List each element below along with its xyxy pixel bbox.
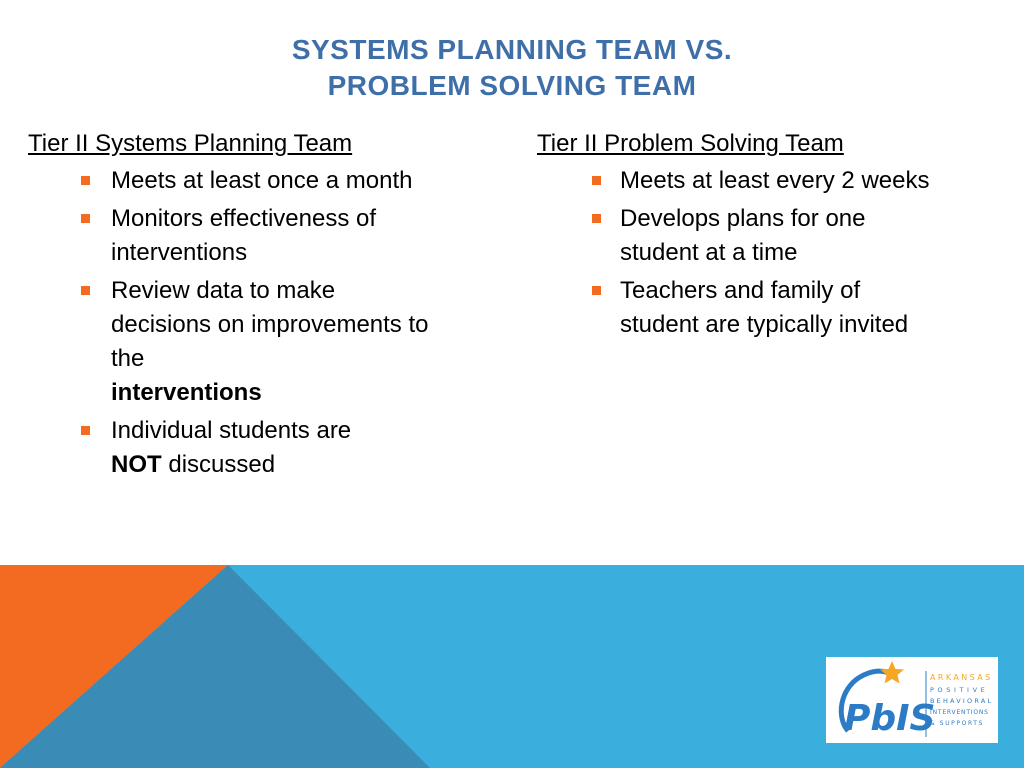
bullet-square-icon <box>81 426 90 435</box>
slide-title <box>0 32 1024 104</box>
logo-tagline-2: POSITIVE <box>930 686 989 694</box>
logo-tagline-3: BEHAVIORAL <box>930 697 994 705</box>
pbis-logo <box>826 657 998 743</box>
logo-tagline-5: & SUPPORTS <box>930 720 984 727</box>
bullet-text: Individual students are <box>111 417 352 444</box>
pbis-logo-mark <box>826 657 998 743</box>
right-bullet-list <box>537 164 957 342</box>
bullet-square-icon <box>592 214 601 223</box>
list-item <box>28 164 441 198</box>
bullet-text: Meets at least once a month <box>111 167 413 194</box>
bullet-square-icon <box>592 286 601 295</box>
list-item <box>537 164 940 198</box>
bullet-emphasis: interventions <box>111 379 262 406</box>
list-item <box>537 202 940 270</box>
bullet-text: Develops plans for one student at a time <box>620 205 866 266</box>
left-column-heading: Tier II Systems Planning Team <box>28 130 353 157</box>
list-item <box>28 202 441 270</box>
bullet-square-icon <box>592 176 601 185</box>
bullet-emphasis: NOT <box>111 451 162 478</box>
bullet-square-icon <box>81 286 90 295</box>
logo-tagline-1: ARKANSAS <box>930 673 993 682</box>
bullet-square-icon <box>81 176 90 185</box>
slide-title-line-1: SYSTEMS PLANNING TEAM VS. <box>291 34 733 65</box>
slide-title-line-2: PROBLEM SOLVING TEAM <box>327 70 697 101</box>
logo-wordmark: PbIS <box>844 698 936 739</box>
right-column <box>537 128 957 346</box>
bullet-text-after: discussed <box>161 451 276 478</box>
bullet-text: Meets at least every 2 weeks <box>620 167 930 194</box>
star-icon <box>880 661 904 684</box>
logo-tagline-4: INTERVENTIONS <box>930 709 989 716</box>
bullet-text: Teachers and family of student are typically invited <box>620 277 909 338</box>
left-column <box>28 128 448 486</box>
list-item <box>28 274 441 410</box>
list-item <box>28 414 441 482</box>
right-column-heading: Tier II Problem Solving Team <box>537 130 844 157</box>
bullet-square-icon <box>81 214 90 223</box>
left-bullet-list <box>28 164 448 482</box>
list-item <box>537 274 940 342</box>
bullet-text: Monitors effectiveness of interventions <box>111 205 377 266</box>
bullet-text: Review data to make decisions on improvements to the <box>111 277 429 372</box>
